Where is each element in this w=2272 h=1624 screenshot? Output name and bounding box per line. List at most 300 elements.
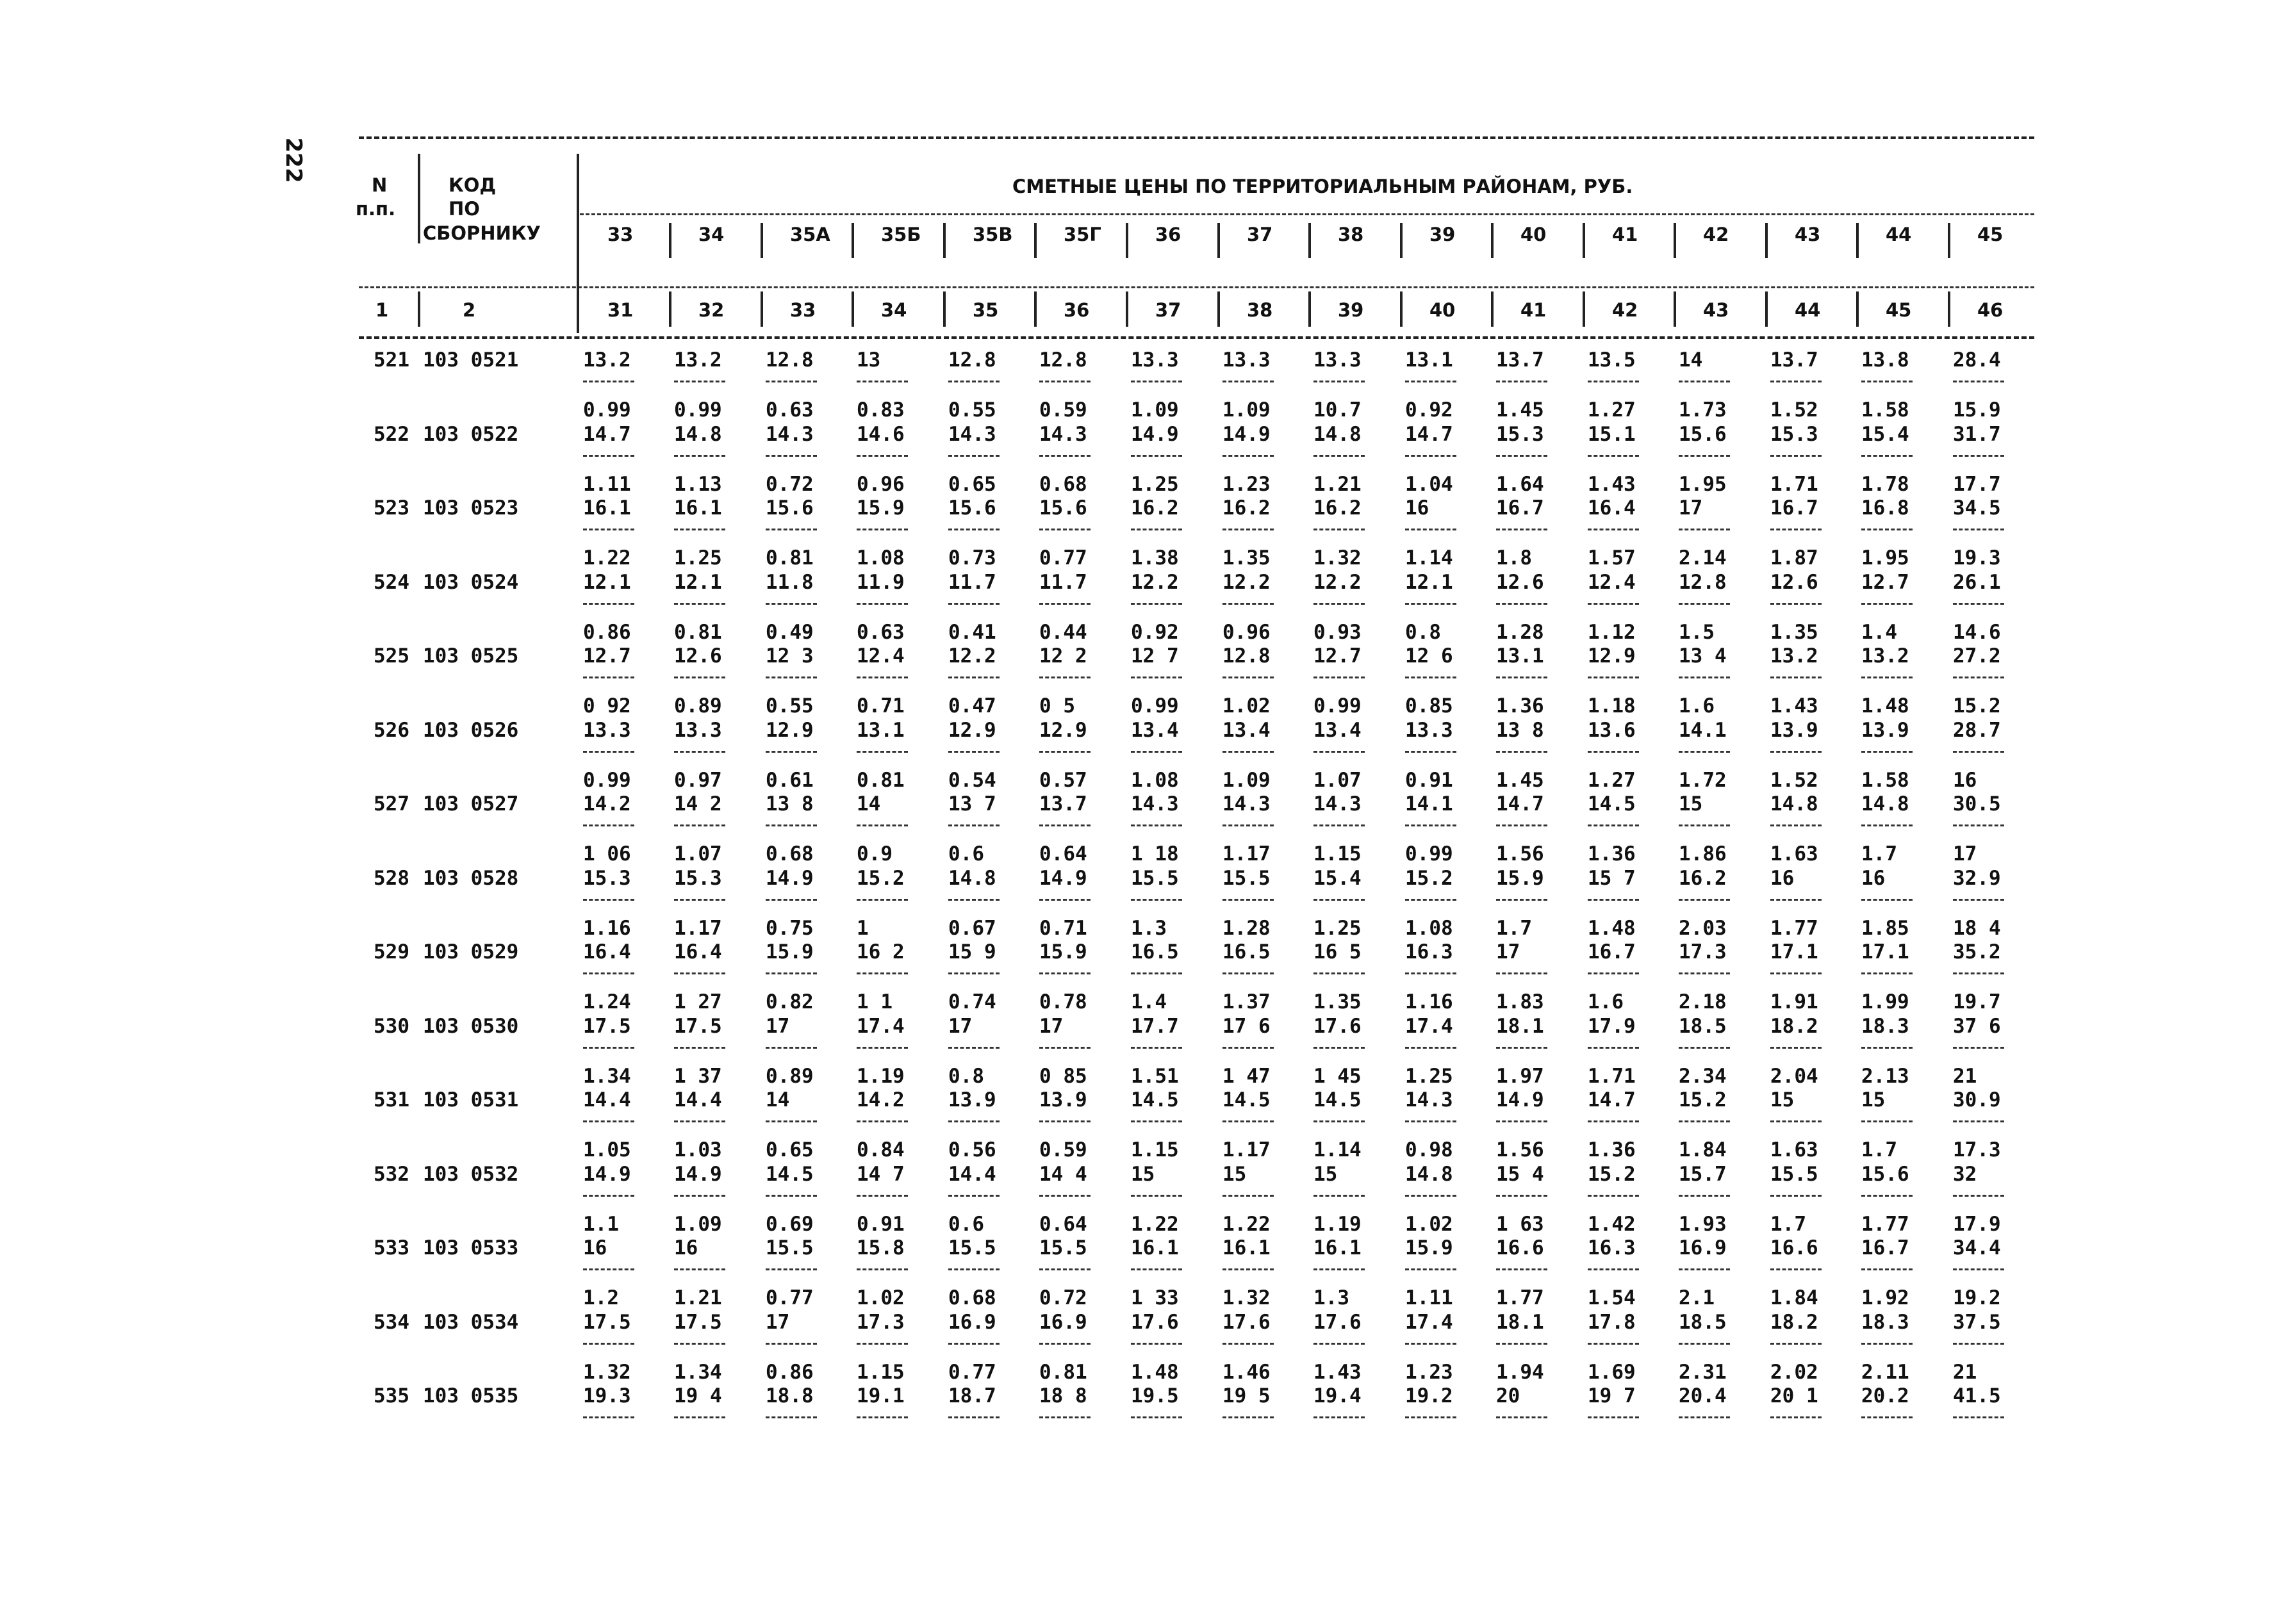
fraction-rule [1770,899,1822,901]
price-cell: 14.1 [1405,792,1453,816]
price-cell-secondary: 0.64 [1039,842,1087,865]
price-cell: 17 [766,1310,790,1334]
price-cell-secondary: 1.95 [1861,546,1909,570]
fraction-rule [857,381,908,382]
price-cell-secondary: 0.63 [766,398,814,422]
price-cell: 28.7 [1953,718,2001,742]
row-number: 522 [374,422,409,446]
separator-region-14 [1856,223,1859,258]
separator-colnum-13 [1765,291,1768,327]
price-cell: 12.8 [766,349,814,372]
fraction-rule [1313,1195,1365,1197]
price-cell-secondary: 1.25 [1131,472,1179,496]
price-cell-secondary: 0.68 [766,842,814,865]
price-cell-secondary: 0.57 [1039,768,1087,792]
price-cell: 13.8 [1861,349,1909,372]
price-cell-secondary: 1.73 [1679,398,1727,422]
price-cell: 15.5 [766,1236,814,1259]
price-cell: 14.4 [583,1088,631,1111]
fraction-rule [583,824,634,826]
fraction-rule [583,381,634,382]
price-cell: 16.5 [1131,940,1179,964]
price-cell-secondary: 1.32 [1313,546,1362,570]
price-cell-secondary: 1.13 [674,472,722,496]
fraction-rule [674,1343,725,1345]
price-cell: 37.5 [1953,1310,2001,1334]
header-region-5: 35В [973,224,1013,245]
price-cell-secondary: 21 [1953,1064,1977,1088]
fraction-rule [1313,1047,1365,1049]
fraction-rule [948,1343,1000,1345]
price-cell: 18.2 [1770,1310,1818,1334]
separator-region-2 [761,223,763,258]
fraction-rule [1496,603,1547,605]
price-cell: 13.5 [1588,349,1636,372]
separator-n-code [418,154,420,243]
fraction-rule [1039,529,1091,530]
price-cell: 17.8 [1588,1310,1636,1334]
price-cell-secondary: 1.43 [1313,1360,1362,1384]
fraction-rule [1861,972,1913,974]
fraction-rule [583,1416,634,1418]
price-cell: 20 1 [1770,1384,1818,1407]
price-cell-secondary: 1.6 [1679,694,1715,718]
price-cell: 14.8 [1313,422,1362,446]
price-cell: 14.5 [1222,1088,1271,1111]
price-cell: 17 [1496,940,1520,964]
fraction-rule [583,1343,634,1345]
separator-colnum-2 [761,291,763,327]
price-cell-secondary: 1.22 [583,546,631,570]
fraction-rule [857,1120,908,1122]
fraction-rule [1496,899,1547,901]
fraction-rule [1405,1047,1456,1049]
price-cell: 14.8 [948,866,996,890]
price-cell: 12.9 [948,718,996,742]
price-cell-secondary: 0.99 [674,398,722,422]
price-cell-secondary: 1.48 [1131,1360,1179,1384]
colnum-5: 35 [973,299,999,321]
price-cell: 34.5 [1953,496,2001,520]
price-cell-secondary: 1.91 [1770,990,1818,1013]
fraction-rule [1861,1047,1913,1049]
fraction-rule [857,1195,908,1197]
price-cell-secondary: 1.07 [674,842,722,865]
fraction-rule [1588,1343,1639,1345]
price-cell: 16.6 [1496,1236,1544,1259]
price-cell: 15 [1861,1088,1886,1111]
fraction-rule [1861,899,1913,901]
price-cell: 15.6 [1039,496,1087,520]
price-cell-secondary: 0.81 [674,620,722,644]
price-cell: 18.5 [1679,1310,1727,1334]
fraction-rule [674,455,725,457]
price-cell: 14.8 [1861,792,1909,816]
price-cell: 13.4 [1222,718,1271,742]
price-cell: 14.3 [1405,1088,1453,1111]
price-cell-secondary: 1 18 [1131,842,1179,865]
price-cell: 12.2 [948,644,996,668]
row-code: 103 0526 [423,718,519,742]
price-cell: 41.5 [1953,1384,2001,1407]
price-cell-secondary: 1.03 [674,1138,722,1161]
fraction-rule [766,455,817,457]
separator-colnum-5 [1034,291,1037,327]
fraction-rule [1222,899,1274,901]
fraction-rule [1313,677,1365,678]
price-cell: 18.3 [1861,1310,1909,1334]
price-cell: 30.5 [1953,792,2001,816]
fraction-rule [1861,1268,1913,1270]
price-cell-secondary: 0.97 [674,768,722,792]
price-cell: 15 [1313,1162,1338,1186]
price-cell-secondary: 0.99 [1405,842,1453,865]
price-cell-secondary: 1.28 [1496,620,1544,644]
fraction-rule [766,381,817,382]
fraction-rule [583,529,634,530]
price-cell: 15.9 [1405,1236,1453,1259]
colnum-13: 43 [1703,299,1729,321]
price-cell: 14.9 [1039,866,1087,890]
price-cell: 12.7 [1861,570,1909,594]
row-code: 103 0529 [423,940,519,964]
fraction-rule [1039,1120,1091,1122]
fraction-rule [1131,603,1182,605]
separator-region-15 [1948,223,1950,258]
price-cell-secondary: 1.37 [1222,990,1271,1013]
price-cell: 12.9 [766,718,814,742]
separator-region-1 [669,223,671,258]
page-number: 222 [281,137,306,183]
fraction-rule [1313,899,1365,901]
price-cell-secondary: 1.78 [1861,472,1909,496]
price-cell-secondary: 1.11 [583,472,631,496]
price-cell-secondary: 10.7 [1313,398,1362,422]
fraction-rule [1313,751,1365,753]
price-cell: 18.8 [766,1384,814,1407]
price-cell-secondary: 1.99 [1861,990,1909,1013]
price-cell-secondary: 2.04 [1770,1064,1818,1088]
price-cell: 17.5 [674,1014,722,1038]
price-cell: 11.7 [1039,570,1087,594]
colnum-4: 34 [881,299,907,321]
price-cell-secondary: 0.84 [857,1138,905,1161]
fraction-rule [857,455,908,457]
fraction-rule [1496,529,1547,530]
header-n-label: N [372,174,388,196]
fraction-rule [1131,899,1182,901]
row-number: 527 [374,792,409,816]
fraction-rule [948,677,1000,678]
fraction-rule [674,1268,725,1270]
price-cell-secondary: 1.4 [1861,620,1897,644]
price-cell-secondary: 2.13 [1861,1064,1909,1088]
fraction-rule [1679,1416,1730,1418]
price-cell-secondary: 2.1 [1679,1286,1715,1309]
price-cell: 19.2 [1405,1384,1453,1407]
fraction-rule [1405,603,1456,605]
price-cell: 16.2 [1679,866,1727,890]
price-cell-secondary: 1.46 [1222,1360,1271,1384]
price-cell-secondary: 1 1 [857,990,893,1013]
price-cell-secondary: 1.92 [1861,1286,1909,1309]
fraction-rule [1405,1120,1456,1122]
fraction-rule [766,899,817,901]
price-cell: 13 7 [948,792,996,816]
price-cell: 14.6 [857,422,905,446]
price-cell-secondary: 1.83 [1496,990,1544,1013]
fraction-rule [1131,1343,1182,1345]
fraction-rule [1222,1416,1274,1418]
price-cell-secondary: 17 [1953,842,1977,865]
price-cell: 15.3 [1770,422,1818,446]
price-cell: 17.3 [857,1310,905,1334]
fraction-rule [674,824,725,826]
price-cell: 16.8 [1861,496,1909,520]
fraction-rule [766,751,817,753]
fraction-rule [1222,529,1274,530]
price-cell: 15.5 [948,1236,996,1259]
fraction-rule [583,751,634,753]
fraction-rule [1405,824,1456,826]
price-cell-secondary: 1.84 [1679,1138,1727,1161]
price-cell: 15.8 [857,1236,905,1259]
price-cell-secondary: 0.93 [1313,620,1362,644]
price-cell-secondary: 1.17 [674,916,722,940]
fraction-rule [1496,1416,1547,1418]
fraction-rule [1222,1268,1274,1270]
price-cell: 13.7 [1496,349,1544,372]
price-cell-secondary: 1.71 [1588,1064,1636,1088]
fraction-rule [948,824,1000,826]
fraction-rule [1131,1047,1182,1049]
price-cell: 13 8 [766,792,814,816]
row-code: 103 0532 [423,1162,519,1186]
price-cell: 16 [583,1236,607,1259]
price-cell: 16.9 [1679,1236,1727,1259]
row-number: 529 [374,940,409,964]
price-cell: 15 [1770,1088,1795,1111]
fraction-rule [948,1047,1000,1049]
price-cell: 13.3 [1313,349,1362,372]
price-cell: 15.2 [1405,866,1453,890]
colnum-n: 1 [375,299,389,321]
fraction-rule [1770,381,1822,382]
header-region-15: 44 [1886,224,1912,245]
separator-colnum-14 [1856,291,1859,327]
price-cell: 17.5 [674,1310,722,1334]
fraction-rule [1770,1195,1822,1197]
price-cell-secondary: 1.4 [1131,990,1167,1013]
price-cell-secondary: 1 63 [1496,1212,1544,1236]
fraction-rule [1679,1047,1730,1049]
row-code: 103 0521 [423,349,519,372]
price-cell-secondary: 1.43 [1770,694,1818,718]
fraction-rule [1222,1195,1274,1197]
header-region-13: 42 [1703,224,1729,245]
price-cell: 12.6 [1496,570,1544,594]
fraction-rule [1679,1195,1730,1197]
price-cell: 15.5 [1770,1162,1818,1186]
price-cell-secondary: 19.3 [1953,546,2001,570]
price-cell: 14.7 [583,422,631,446]
fraction-rule [1588,381,1639,382]
fraction-rule [1313,1120,1365,1122]
price-cell-secondary: 1.3 [1313,1286,1349,1309]
price-cell-secondary: 1.93 [1679,1212,1727,1236]
fraction-rule [674,381,725,382]
price-cell: 17.5 [583,1310,631,1334]
separator-region-4 [943,223,946,258]
price-cell-secondary: 1.23 [1222,472,1271,496]
price-cell-secondary: 0.71 [1039,916,1087,940]
price-cell-secondary: 0.81 [1039,1360,1087,1384]
fraction-rule [1039,972,1091,974]
price-cell: 15.7 [1679,1162,1727,1186]
fraction-rule [674,972,725,974]
price-cell: 15.2 [1588,1162,1636,1186]
price-cell-secondary: 1.25 [1405,1064,1453,1088]
fraction-rule [1953,1416,2004,1418]
price-cell-secondary: 1.6 [1588,990,1624,1013]
price-cell: 20.4 [1679,1384,1727,1407]
header-region-9: 38 [1338,224,1364,245]
fraction-rule [1222,603,1274,605]
price-cell-secondary: 1.28 [1222,916,1271,940]
price-cell-secondary: 1.48 [1588,916,1636,940]
price-cell-secondary: 1.18 [1588,694,1636,718]
price-cell: 17 [1679,496,1703,520]
price-cell-secondary: 0 92 [583,694,631,718]
price-cell-secondary: 17.3 [1953,1138,2001,1161]
fraction-rule [1405,899,1456,901]
price-cell-secondary: 1.14 [1405,546,1453,570]
price-cell-secondary: 0.92 [1405,398,1453,422]
fraction-rule [583,603,634,605]
row-code: 103 0527 [423,792,519,816]
fraction-rule [1953,381,2004,382]
price-cell-secondary: 18 4 [1953,916,2001,940]
fraction-rule [1770,529,1822,530]
price-cell: 16.1 [1313,1236,1362,1259]
price-cell: 13.4 [1313,718,1362,742]
fraction-rule [1679,751,1730,753]
fraction-rule [1039,381,1091,382]
row-number: 528 [374,866,409,890]
colnum-code: 2 [463,299,476,321]
price-cell-secondary: 0.75 [766,916,814,940]
price-cell-secondary: 1.15 [1131,1138,1179,1161]
fraction-rule [948,455,1000,457]
price-cell: 16.5 [1222,940,1271,964]
separator-region-8 [1308,223,1311,258]
price-cell-secondary: 1.95 [1679,472,1727,496]
fraction-rule [1039,1268,1091,1270]
fraction-rule [766,1416,817,1418]
fraction-rule [1861,381,1913,382]
price-cell-secondary: 1.63 [1770,842,1818,865]
fraction-rule [1039,751,1091,753]
price-cell-secondary: 1.51 [1131,1064,1179,1088]
price-cell-secondary: 1.2 [583,1286,619,1309]
price-cell-secondary: 0.86 [583,620,631,644]
price-cell-secondary: 0.55 [766,694,814,718]
price-cell: 14.3 [766,422,814,446]
fraction-rule [583,1120,634,1122]
price-cell-secondary: 1.34 [674,1360,722,1384]
colnum-8: 38 [1247,299,1273,321]
price-cell-secondary: 1.52 [1770,768,1818,792]
price-cell: 15.6 [948,496,996,520]
price-cell-secondary: 1.84 [1770,1286,1818,1309]
price-cell: 12 7 [1131,644,1179,668]
price-cell-secondary: 0.91 [857,1212,905,1236]
price-cell: 17 [766,1014,790,1038]
fraction-rule [1131,1120,1182,1122]
price-cell: 15.5 [1222,866,1271,890]
price-cell: 17.4 [1405,1310,1453,1334]
fraction-rule [1953,1047,2004,1049]
price-cell: 12.6 [674,644,722,668]
price-cell-secondary: 0.85 [1405,694,1453,718]
price-cell-secondary: 1.36 [1588,842,1636,865]
price-cell: 13.9 [1039,1088,1087,1111]
price-cell: 14.8 [1770,792,1818,816]
price-cell-secondary: 1.45 [1496,398,1544,422]
fraction-rule [1222,455,1274,457]
price-cell-secondary: 1.85 [1861,916,1909,940]
price-cell: 13.1 [1405,349,1453,372]
price-cell-secondary: 0.81 [857,768,905,792]
fraction-rule [1953,455,2004,457]
price-cell-secondary: 17.7 [1953,472,2001,496]
fraction-rule [1039,824,1091,826]
fraction-rule [1131,677,1182,678]
fraction-rule [1222,824,1274,826]
fraction-rule [1770,1047,1822,1049]
fraction-rule [1405,677,1456,678]
price-cell: 14.2 [857,1088,905,1111]
header-code-sbornik-label: СБОРНИКУ [423,222,541,244]
price-cell: 16.7 [1588,940,1636,964]
fraction-rule [857,677,908,678]
fraction-rule [1679,529,1730,530]
price-cell: 34.4 [1953,1236,2001,1259]
price-cell-secondary: 1 [857,916,869,940]
price-cell-secondary: 0.65 [948,472,996,496]
fraction-rule [948,1268,1000,1270]
separator-region-12 [1674,223,1676,258]
price-cell: 12.9 [1588,644,1636,668]
price-cell: 16.3 [1588,1236,1636,1259]
price-cell: 16 [1405,496,1429,520]
price-cell-secondary: 1.69 [1588,1360,1636,1384]
price-cell: 19 7 [1588,1384,1636,1407]
price-cell-secondary: 1.25 [674,546,722,570]
separator-region-9 [1400,223,1403,258]
header-region-10: 39 [1429,224,1456,245]
price-cell-secondary: 0.83 [857,398,905,422]
price-cell-secondary: 1.22 [1131,1212,1179,1236]
colnum-16: 46 [1977,299,2004,321]
price-cell: 37 6 [1953,1014,2001,1038]
price-cell: 13.1 [857,718,905,742]
row-code: 103 0530 [423,1014,519,1038]
price-cell: 12 6 [1405,644,1453,668]
price-cell-secondary: 1.5 [1679,620,1715,644]
price-cell: 14.9 [583,1162,631,1186]
price-cell: 14.9 [1131,422,1179,446]
